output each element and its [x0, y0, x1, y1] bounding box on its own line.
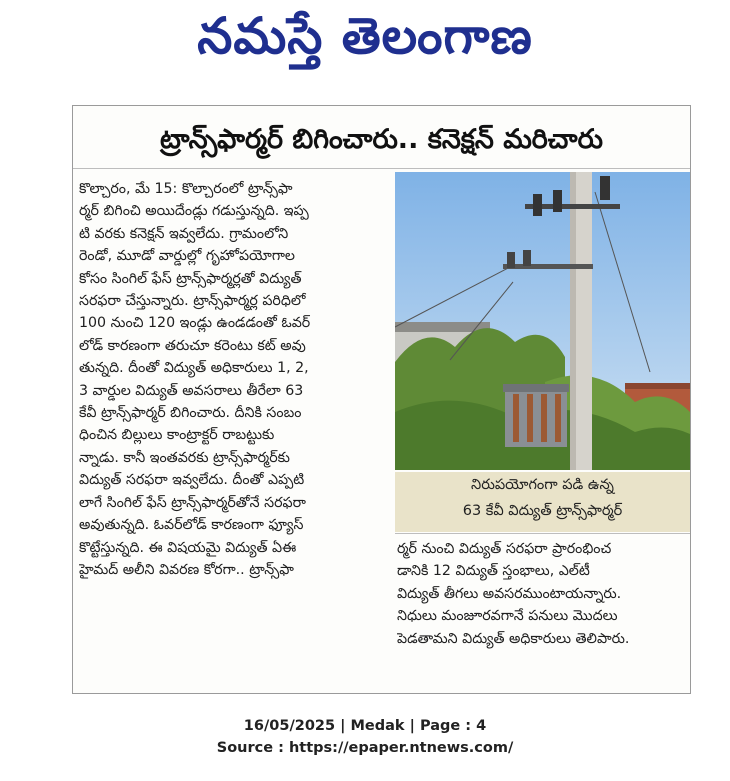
article-line: విద్యుత్ సరఫరా ఇవ్వలేదు. దీంతో ఎప్పటి: [79, 472, 305, 489]
article-line: లోడ్ కారణంగా తరుచూ కరెంటు కట్ అవు: [79, 337, 306, 354]
article-line: 3 వార్డుల విద్యుత్ అవసరాలు తీరేలా 63: [79, 382, 304, 399]
article-line: 100 నుంచి 120 ఇండ్లు ఉండడంతో ఓవర్: [79, 315, 311, 332]
article-column-right: [397, 538, 685, 650]
article-line: టి వరకు కనెక్షన్ ఇవ్వలేదు. గ్రామంలోని: [79, 225, 289, 242]
article-line: సరఫరా చేస్తున్నారు. ట్రాన్స్‌ఫార్మర్ల పరిధిలో: [79, 293, 306, 310]
article-line: ర్మర్ నుంచి విద్యుత్ సరఫరా ప్రారంభించ: [397, 541, 612, 557]
article-headline: ట్రాన్స్‌ఫార్మర్ బిగించారు.. కనెక్షన్ మరిచారు: [160, 124, 603, 155]
source-link[interactable]: Source : https://epaper.ntnews.com/: [216, 740, 514, 756]
caption-line: 63 కేవీ విద్యుత్ ట్రాన్స్‌ఫార్మర్: [462, 503, 623, 519]
article-line: విద్యుత్ తీగలు అవసరముంటాయన్నారు.: [397, 585, 622, 602]
article-line: కోసం సింగిల్ ఫేస్ ట్రాన్స్‌ఫార్మర్లతో విద్యుత్: [79, 270, 302, 287]
transformer-photo: [395, 172, 690, 470]
photo-caption: [395, 472, 690, 532]
article-line: కేవీ ట్రాన్స్‌ఫార్మర్ బిగించారు. దీనికి సంబం: [79, 405, 302, 422]
article-line: డానికి 12 విద్యుత్ స్తంభాలు, ఎల్‌టీ: [397, 563, 590, 580]
article-line: రెండో, మూడో వార్డుల్లో గృహోపయోగాల: [79, 248, 295, 265]
caption-line: నిరుపయోగంగా పడి ఉన్న: [471, 477, 614, 493]
article-line: లాగే సింగిల్ ఫేస్ ట్రాన్స్‌ఫార్మర్‌తోనే సరఫరా: [79, 494, 306, 511]
article-line: ధించిన బిల్లులు కాంట్రాక్టర్ రాబట్టుకు: [79, 427, 275, 444]
caption-divider: [395, 533, 690, 534]
article-line: నిధులు మంజూరవగానే పనులు మొదలు: [397, 608, 618, 625]
news-clipping: [72, 105, 691, 694]
article-line: న్నాడు. కానీ ఇంతవరకు ట్రాన్స్‌ఫార్మర్‌కు: [79, 449, 290, 466]
article-line: పెడతామని విద్యుత్ అధికారులు తెలిపారు.: [397, 630, 630, 647]
article-line: అవుతున్నది. ఓవర్‌లోడ్ కారణంగా ఫ్యూస్: [79, 517, 304, 534]
article-column-left: [79, 178, 379, 581]
article-line: తున్నది. దీంతో విద్యుత్ అధికారులు 1, 2,: [79, 360, 309, 377]
article-line: కొట్టేస్తున్నది. ఈ విషయమై విద్యుత్ ఏఈ: [79, 539, 297, 556]
article-line: హైమద్ అలీని వివరణ కోరగా.. ట్రాన్స్‌ఫా: [79, 561, 294, 578]
publication-info: 16/05/2025 | Medak | Page : 4: [243, 718, 487, 734]
article-line: కొల్చారం, మే 15: కొల్చారంలో ట్రాన్స్‌ఫా: [79, 181, 293, 197]
headline-divider: [73, 168, 690, 169]
newspaper-masthead: నమస్తే తెలంగాణ: [197, 7, 533, 65]
article-line: ర్మర్ బిగించి అయిదేండ్లు గడుస్తున్నది. ఇప్ప: [79, 203, 309, 220]
